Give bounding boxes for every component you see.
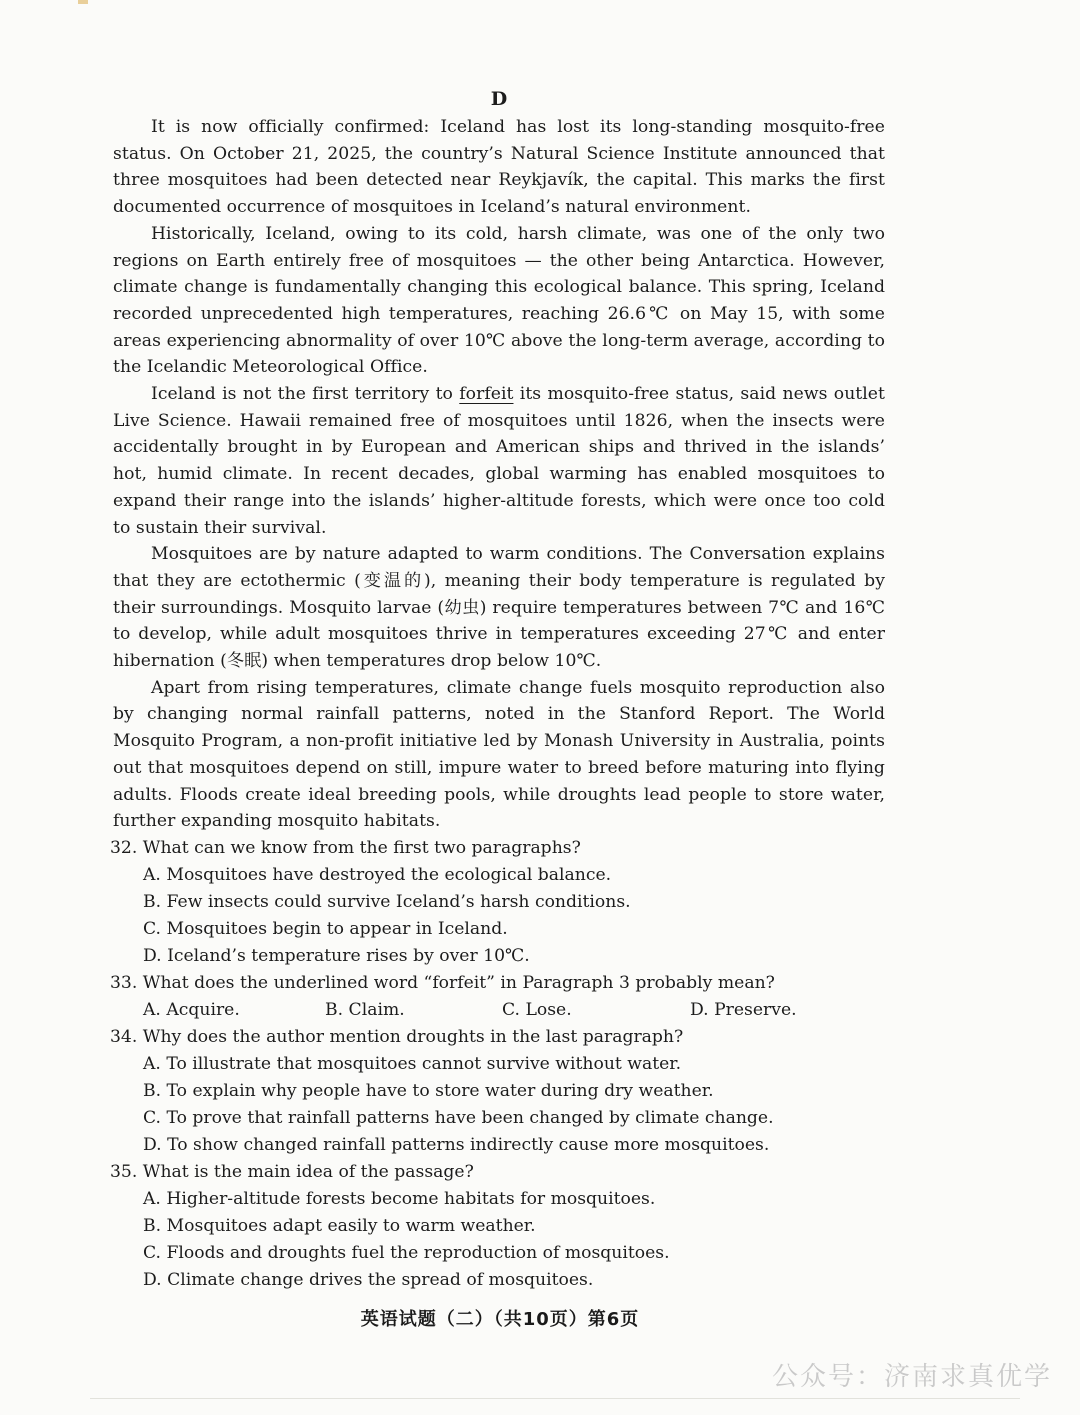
page-footer: 英语试题（二）（共10页）第6页 [360, 1309, 640, 1330]
underlined-word-forfeit: forfeit [459, 384, 514, 405]
watermark: 公众号：济南求真优学 [771, 1362, 1052, 1392]
option-a: A. Higher-altitude forests become habitats for mosquitoes. [143, 1188, 656, 1209]
exam-page [110, 88, 885, 1294]
question-35 [110, 1159, 885, 1294]
paragraph-4: Mosquitoes are by nature adapted to warm conditions. The Conversation explains that they are ectothermic (变温的), meaning their body temperature is regulated by their surroundings. Mosquito larvae (幼虫) require temperatures between 7℃ and 16℃ to develop, while adult mosquitoes thrive in temperatures exceeding 27℃ and enter hibernation (冬眠) when temperatures drop below 10℃. [113, 544, 885, 672]
scan-edge-line [90, 1398, 1020, 1399]
paragraph-5: Apart from rising temperatures, climate change fuels mosquito reproduction also by changing normal rainfall patterns, noted in the Stanford Report. The World Mosquito Program, a non-profit initiative led by Monash University in Australia, points out that mosquitoes depend on still, impure water to breed before maturing into flying adults. Floods create ideal breeding pools, while droughts lead people to store water, further expanding mosquito habitats. [113, 677, 885, 832]
option-c: C. Mosquitoes begin to appear in Iceland. [143, 918, 508, 939]
scan-corner-mark [78, 0, 88, 4]
option-a: A. Acquire. [143, 999, 240, 1020]
option-a: A. To illustrate that mosquitoes cannot survive without water. [143, 1053, 682, 1074]
section-label: D [490, 88, 508, 110]
option-d: D. Preserve. [690, 999, 797, 1020]
question-34 [110, 1024, 885, 1159]
option-d: D. Climate change drives the spread of mosquitoes. [143, 1269, 594, 1290]
question-32 [110, 835, 885, 970]
option-b: B. Claim. [325, 999, 405, 1020]
option-d: D. To show changed rainfall patterns indirectly cause more mosquitoes. [143, 1134, 770, 1155]
paragraph-3-rest: its mosquito-free status, said news outlet Live Science. Hawaii remained free of mosquitoes until 1826, when the insects were accidentally brought in by European and American ships and thrived in the islands’ hot, humid climate. In recent decades, global warming has enabled mosquitoes to expand their range into the islands’ higher-altitude forests, which were once too cold to sustain their survival. [113, 384, 885, 538]
paragraph-1: It is now officially confirmed: Iceland has lost its long-standing mosquito-free status. On October 21, 2025, the country’s Natural Science Institute announced that three mosquitoes had been detected near Reykjavík, the capital. This marks the first documented occurrence of mosquitoes in Iceland’s natural environment. [113, 117, 885, 218]
option-c: C. To prove that rainfall patterns have been changed by climate change. [143, 1107, 774, 1128]
question-stem: 32. What can we know from the first two paragraphs? [110, 837, 581, 858]
option-d: D. Iceland’s temperature rises by over 10℃. [143, 945, 530, 966]
question-stem: 34. Why does the author mention droughts in the last paragraph? [110, 1026, 684, 1047]
option-b: B. Mosquitoes adapt easily to warm weather. [143, 1215, 536, 1236]
question-stem: 35. What is the main idea of the passage? [110, 1161, 474, 1182]
option-row [113, 997, 885, 1024]
option-a: A. Mosquitoes have destroyed the ecological balance. [143, 864, 612, 885]
paragraph-3 [113, 381, 885, 541]
paragraph-2: Historically, Iceland, owing to its cold, harsh climate, was one of the only two regions on Earth entirely free of mosquitoes — the other being Antarctica. However, climate change is fundamentally changing this ecological balance. This spring, Iceland recorded unprecedented high temperatures, reaching 26.6℃ on May 15, with some areas experiencing abnormality of over 10℃ above the long-term average, according to the Icelandic Meteorological Office. [113, 223, 885, 378]
option-b: B. To explain why people have to store water during dry weather. [143, 1080, 714, 1101]
question-33 [110, 970, 885, 1024]
paragraph-3-start: Iceland is not the first territory to [151, 384, 460, 405]
option-b: B. Few insects could survive Iceland’s harsh conditions. [143, 891, 631, 912]
option-c: C. Lose. [502, 999, 572, 1020]
option-c: C. Floods and droughts fuel the reproduction of mosquitoes. [143, 1242, 670, 1263]
question-stem: 33. What does the underlined word “forfeit” in Paragraph 3 probably mean? [110, 972, 775, 993]
question-list [110, 835, 885, 1294]
